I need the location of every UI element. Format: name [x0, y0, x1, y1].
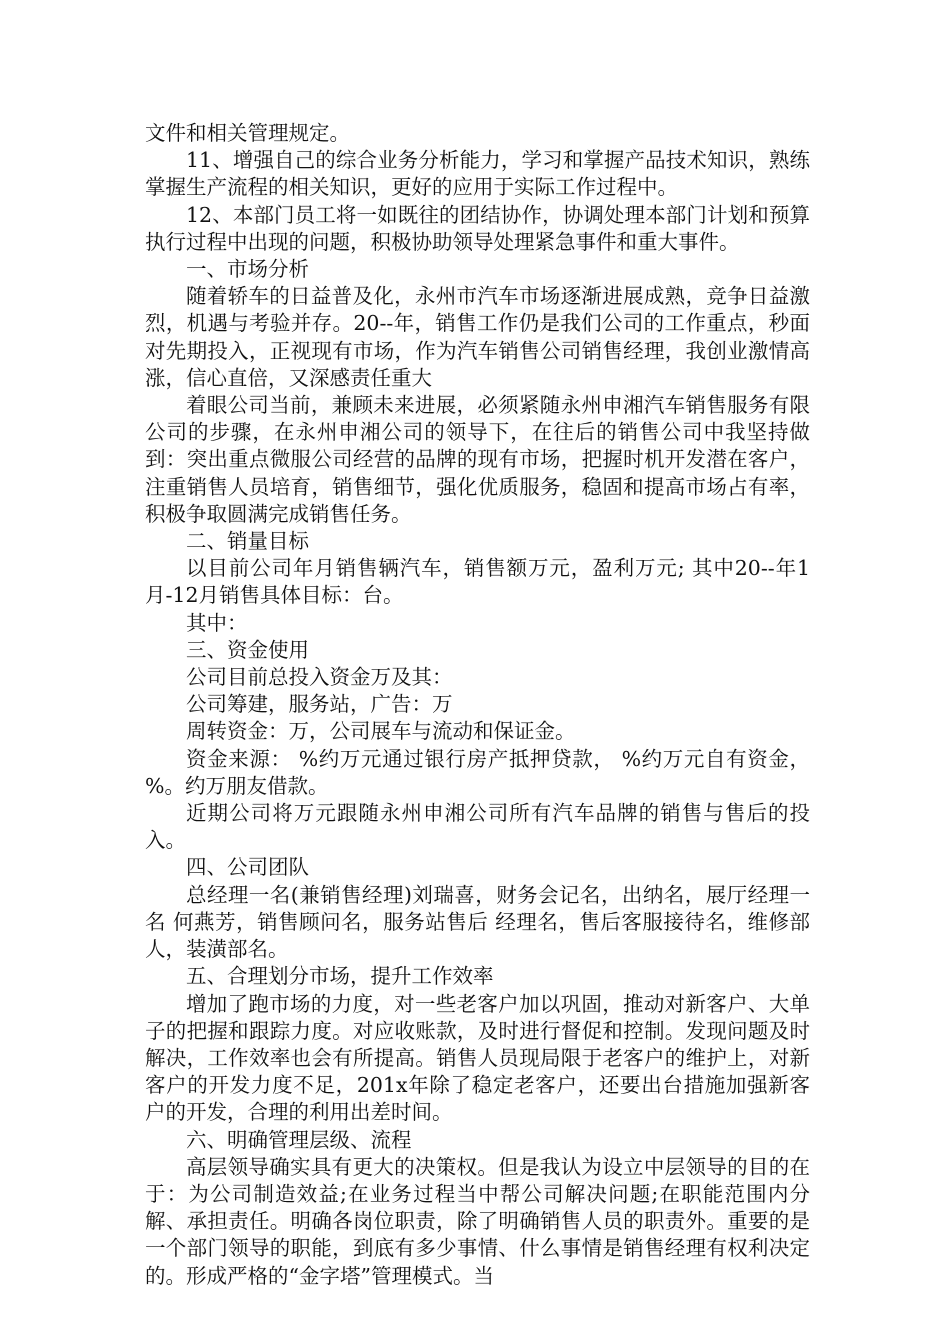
paragraph-management-levels: 高层领导确实具有更大的决策权。但是我认为设立中层领导的目的在于：为公司制造效益;在业务过程当中帮公司解决问题;在职能范围内分解、承担责任。明确各岗位职责，除了明确销售人员的职责外。重要的是一个部门领导的职能，到底有多少事情、什么事情是销售经理有权利决定的。形成严格的“金字塔”管理模式。当 [145, 1154, 810, 1288]
paragraph-market-analysis-2: 着眼公司当前，兼顾未来进展，必须紧随永州申湘汽车销售服务有限公司的步骤，在永州申湘公司的领导下，在往后的销售公司中我坚持做到：突出重点微服公司经营的品牌的现有市场，把握时机开发潜在客户，注重销售人员培育，销售细节，强化优质服务，稳固和提高市场占有率，积极争取圆满完成销售任务。 [145, 393, 810, 526]
section-heading-company-team: 四、公司团队 [186, 855, 309, 880]
paragraph-fund-recent: 近期公司将万元跟随永州申湘公司所有汽车品牌的销售与售后的投入。 [145, 801, 810, 853]
section-heading-sales-target: 二、销量目标 [186, 529, 309, 554]
paragraph-market-division: 增加了跑市场的力度，对一些老客户加以巩固，推动对新客户、大单子的把握和跟踪力度。对应收账款，及时进行督促和控制。发现问题及时解决，工作效率也会有所提高。销售人员现局限于老客户的维护上，对新客户的开发力度不足，201x年除了稳定老客户，还要出台措施加强新客户的开发，合理的利用出差时间。 [145, 991, 810, 1125]
section-heading-fund-usage: 三、资金使用 [186, 637, 309, 662]
section-heading-market-analysis: 一、市场分析 [186, 257, 309, 282]
section-heading-market-division: 五、合理划分市场，提升工作效率 [186, 964, 494, 989]
paragraph-fund-total: 公司目前总投入资金万及其： [186, 665, 453, 690]
paragraph-sales-target: 以目前公司年月销售辆汽车，销售额万元，盈利万元; 其中20--年1月-12月销售具体目标：台。 [145, 556, 810, 608]
document-page [145, 120, 810, 1290]
paragraph-fund-working: 周转资金：万，公司展车与流动和保证金。 [186, 719, 576, 744]
paragraph-among-them: 其中： [186, 610, 248, 635]
paragraph-item-11: 11、增强自己的综合业务分析能力，学习和掌握产品技术知识，熟练掌握生产流程的相关知识，更好的应用于实际工作过程中。 [145, 148, 810, 200]
paragraph-fund-source: 资金来源： %约万元通过银行房产抵押贷款， %约万元自有资金， %。约万朋友借款。 [145, 746, 810, 798]
paragraph-item-12: 12、本部门员工将一如既往的团结协作，协调处理本部门计划和预算执行过程中出现的问题，积极协助领导处理紧急事件和重大事件。 [145, 202, 810, 254]
paragraph-market-analysis-1: 随着轿车的日益普及化，永州市汽车市场逐渐进展成熟，竞争日益激烈，机遇与考验并存。20--年，销售工作仍是我们公司的工作重点，秒面对先期投入，正视现有市场，作为汽车销售公司销售经理，我创业激情高涨，信心直倍，又深感责任重大 [145, 284, 810, 390]
paragraph-fund-setup: 公司筹建，服务站，广告：万 [186, 692, 453, 717]
paragraph-company-team: 总经理一名(兼销售经理)刘瑞喜，财务会记名，出纳名，展厅经理一名 何燕芳，销售顾问名，服务站售后 经理名，售后客服接待名，维修部人，装潢部名。 [145, 882, 810, 962]
section-heading-management-levels: 六、明确管理层级、流程 [186, 1127, 412, 1152]
paragraph-continuation: 文件和相关管理规定。 [145, 121, 350, 145]
